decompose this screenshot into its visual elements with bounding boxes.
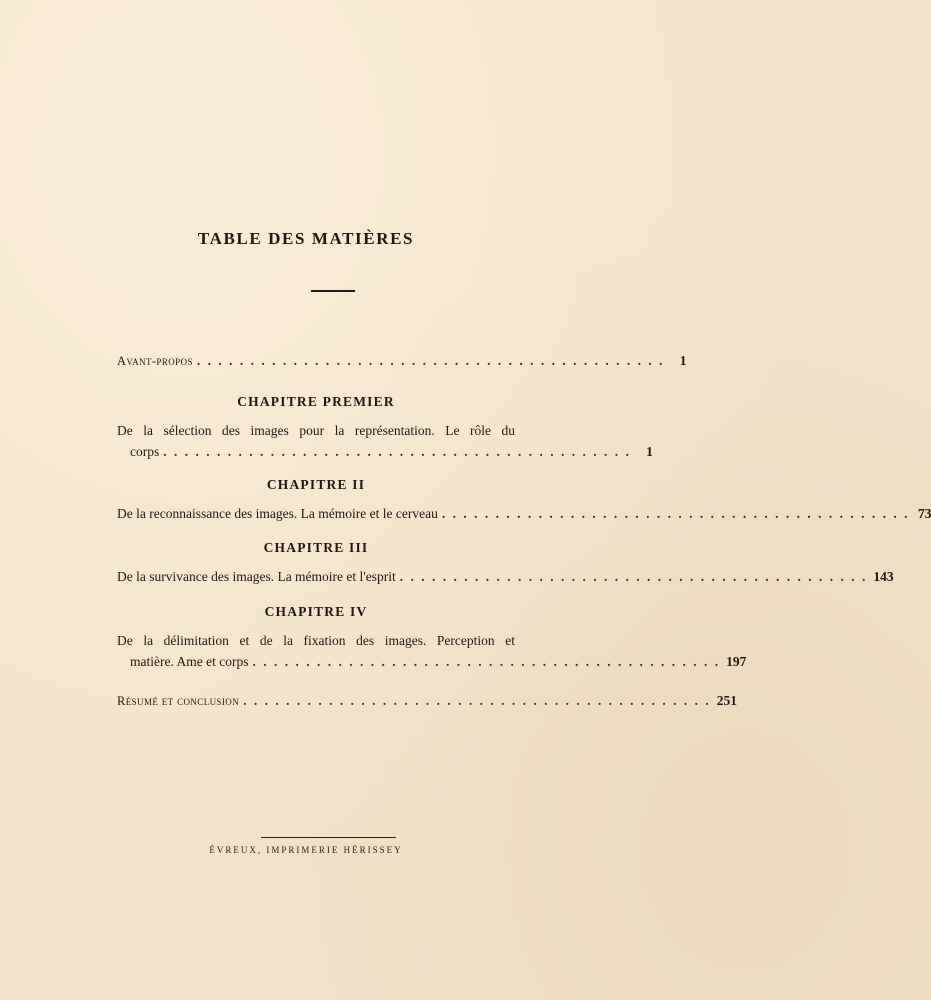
chapter-heading: CHAPITRE II: [266, 477, 366, 492]
toc-page-number: 197: [726, 654, 747, 669]
leader-dots: . . . . . . . . . . . . . . . . . . . . . . . . . . . . . . . . . . . . . . . . . . . .: [399, 569, 868, 584]
toc-entry-chapter-1: [117, 420, 653, 462]
footer-divider: [261, 837, 396, 838]
toc-entry-text-cont: corps: [130, 444, 160, 459]
toc-page-number: 251: [716, 693, 737, 708]
toc-entry-text: De la survivance des images. La mémoire et l'esprit: [117, 569, 396, 584]
title-divider: [311, 290, 355, 292]
leader-dots: . . . . . . . . . . . . . . . . . . . . . . . . . . . . . . . . . . . . . . . . . . . .: [243, 693, 711, 708]
toc-entry-chapter-3: [117, 566, 894, 587]
toc-entry-avant-propos: [117, 350, 687, 372]
toc-entry-label: Résumé et conclusion: [117, 694, 240, 708]
toc-entry-text: De la sélection des images pour la représentation. Le rôle du: [117, 423, 515, 438]
toc-page-number: 73: [917, 506, 931, 521]
toc-entry-text-cont: matière. Ame et corps: [130, 654, 249, 669]
chapter-heading: CHAPITRE PREMIER: [237, 394, 395, 409]
page-title: TABLE DES MATIÈRES: [197, 229, 415, 248]
chapter-heading: CHAPITRE IV: [264, 604, 368, 619]
toc-page-number: 1: [679, 353, 687, 368]
leader-dots: . . . . . . . . . . . . . . . . . . . . . . . . . . . . . . . . . . . . . . . . . . . .: [163, 444, 631, 459]
chapter-heading: CHAPITRE III: [263, 540, 369, 555]
leader-dots: . . . . . . . . . . . . . . . . . . . . . . . . . . . . . . . . . . . . . . . . . . . .: [196, 353, 665, 368]
toc-entry-resume: [117, 690, 737, 712]
toc-entry-label: Avant-propos: [117, 354, 193, 368]
printer-imprint: ÉVREUX, IMPRIMERIE HÉRISSEY: [209, 845, 403, 855]
toc-page-number: 1: [646, 444, 653, 459]
toc-entry-text: De la reconnaissance des images. La mémoire et le cerveau: [117, 506, 438, 521]
toc-entry-text: De la délimitation et de la fixation des images. Perception et: [117, 633, 515, 648]
leader-dots: . . . . . . . . . . . . . . . . . . . . . . . . . . . . . . . . . . . . . . . . . . . .: [441, 506, 910, 521]
toc-entry-chapter-4: [117, 630, 747, 672]
toc-page-number: 143: [873, 569, 894, 584]
toc-entry-chapter-2: [117, 503, 931, 524]
leader-dots: . . . . . . . . . . . . . . . . . . . . . . . . . . . . . . . . . . . . . . . . . . . .: [252, 654, 721, 669]
